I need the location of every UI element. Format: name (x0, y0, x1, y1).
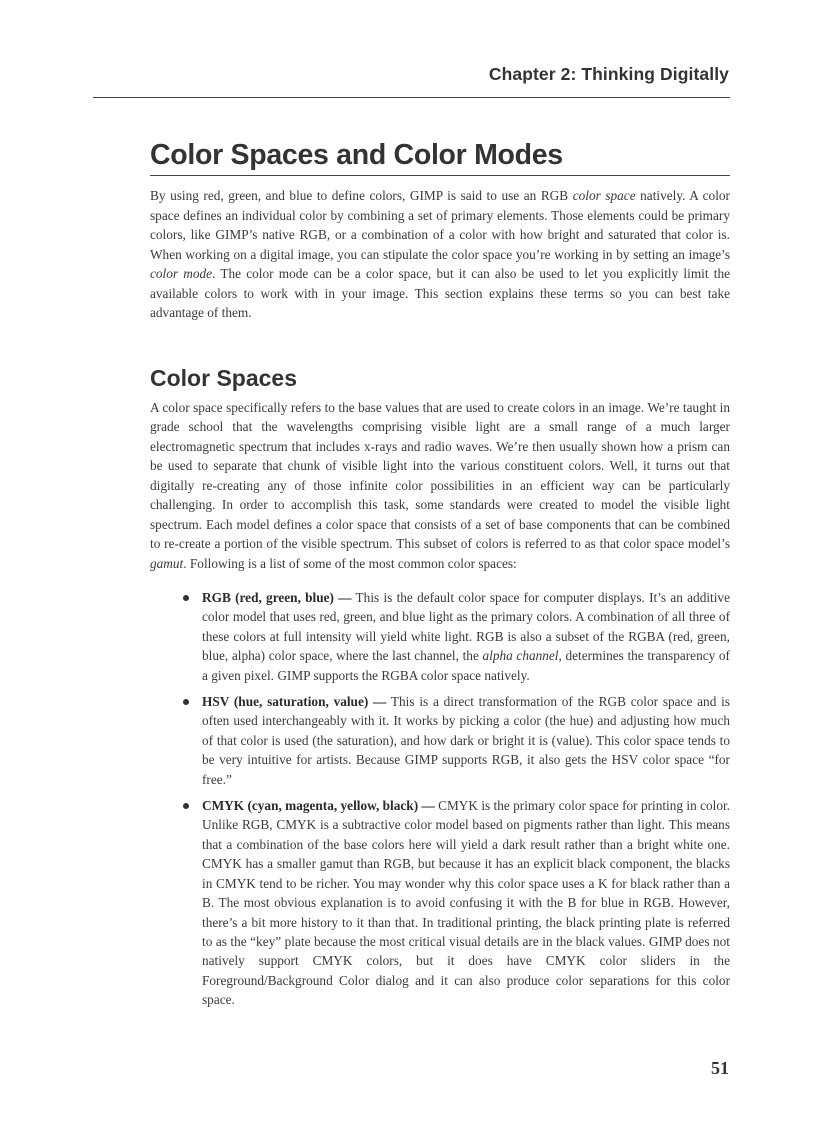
intro-text-3: . The color mode can be a color space, but it can also be used to let you explicitly limit the available colors to work with in your image. This section explains these terms so you can best take advantage of them. (150, 266, 730, 320)
page-body (150, 135, 730, 1017)
bullet-icon (183, 595, 189, 601)
list-item-hsv (202, 692, 730, 789)
term-cmyk: CMYK (cyan, magenta, yellow, black) — (202, 798, 435, 814)
intro-emphasis-color-space: color space (572, 188, 636, 203)
section-heading: Color Spaces (150, 364, 297, 391)
header-rule (93, 97, 730, 98)
running-head: Chapter 2: Thinking Digitally (488, 64, 729, 84)
intro-text-2: natively. A color space defines an individual color by combining a set of primary elements. Those elements could be primary colors, like GIMP’s native RGB, or a combination of a color with how bright and saturated that color is. When working on a digital image, you can stipulate the color space you’re working in by setting an image’s (150, 188, 730, 262)
hsv-text: This is a direct transformation of the RGB color space and is often used interchangeably with it. It works by picking a color (the hue) and adjusting how much of that color is used (the saturation), and how dark or bright it is (value). This color space tends to be very intuitive for artists. Because GIMP supports RGB, it also gets the HSV color space “for free.” (202, 694, 730, 787)
list-item-cmyk (202, 796, 730, 1009)
section-emphasis-gamut: gamut (150, 555, 184, 571)
list-item-rgb (202, 588, 730, 685)
rgb-emphasis-alpha-channel: alpha channel (482, 648, 559, 664)
intro-paragraph (150, 186, 730, 323)
term-rgb: RGB (red, green, blue) — (202, 590, 352, 605)
rgb-text-2: , determines the transparency of a given pixel. GIMP supports the RGBA color space natively. (202, 648, 730, 683)
section-paragraph (150, 398, 730, 574)
intro-text-1: By using red, green, and blue to define colors, GIMP is said to use an RGB (150, 188, 573, 203)
bullet-icon (183, 699, 189, 705)
page-title: Color Spaces and Color Modes (150, 135, 730, 176)
section-text-1: A color space specifically refers to the base values that are used to create colors in an image. We’re taught in grade school that the wavelengths comprising visible light are a small range of a much larger electromagnetic spectrum that includes x-rays and radio waves. We’re then usually shown how a prism can be used to separate that chunk of visible light into the various constituent colors. Well, it turns out that digitally re-creating any of those infinite color possibilities in an efficient way can be particularly challenging. In order to accomplish this task, some standards were created to model the visible light spectrum. Each model defines a color space that consists of a set of base components that can be combined to re-create a portion of the visible spectrum. This subset of colors is referred to as that color space model’s (150, 399, 730, 551)
cmyk-text: CMYK is the primary color space for printing in color. Unlike RGB, CMYK is a subtractive color model based on pigments rather than light. This means that a combination of the base colors here will yield a dark result rather than a bright white one. CMYK has a smaller gamut than RGB, but because it has an explicit black component, the blacks in CMYK tend to be richer. You may wonder why this color space uses a K for black rather than a B. The most obvious explanation is to avoid confusing it with the B for blue in RGB. However, there’s a bit more history to it than that. In traditional printing, the black printing plate is referred to as the “key” plate because the most critical visual details are in the black values. GIMP does not natively support CMYK colors, but it does have CMYK color sliders in the Foreground/Background Color dialog and it can also produce color separations for this color space. (202, 798, 730, 1008)
page-number: 51 (711, 1058, 729, 1078)
intro-emphasis-color-mode: color mode (150, 266, 213, 281)
section-text-2: . Following is a list of some of the most common color spaces: (183, 555, 517, 571)
bullet-icon (183, 803, 189, 809)
color-space-list (150, 588, 730, 1010)
term-hsv: HSV (hue, saturation, value) — (202, 694, 387, 710)
rgb-text-1: This is the default color space for computer displays. It’s an additive color model that uses red, green, and blue light as the primary colors. A combination of all three of these colors at full intensity will yield white light. RGB is also a subset of the RGBA (red, green, blue, alpha) color space, where the last channel, the (202, 590, 730, 664)
